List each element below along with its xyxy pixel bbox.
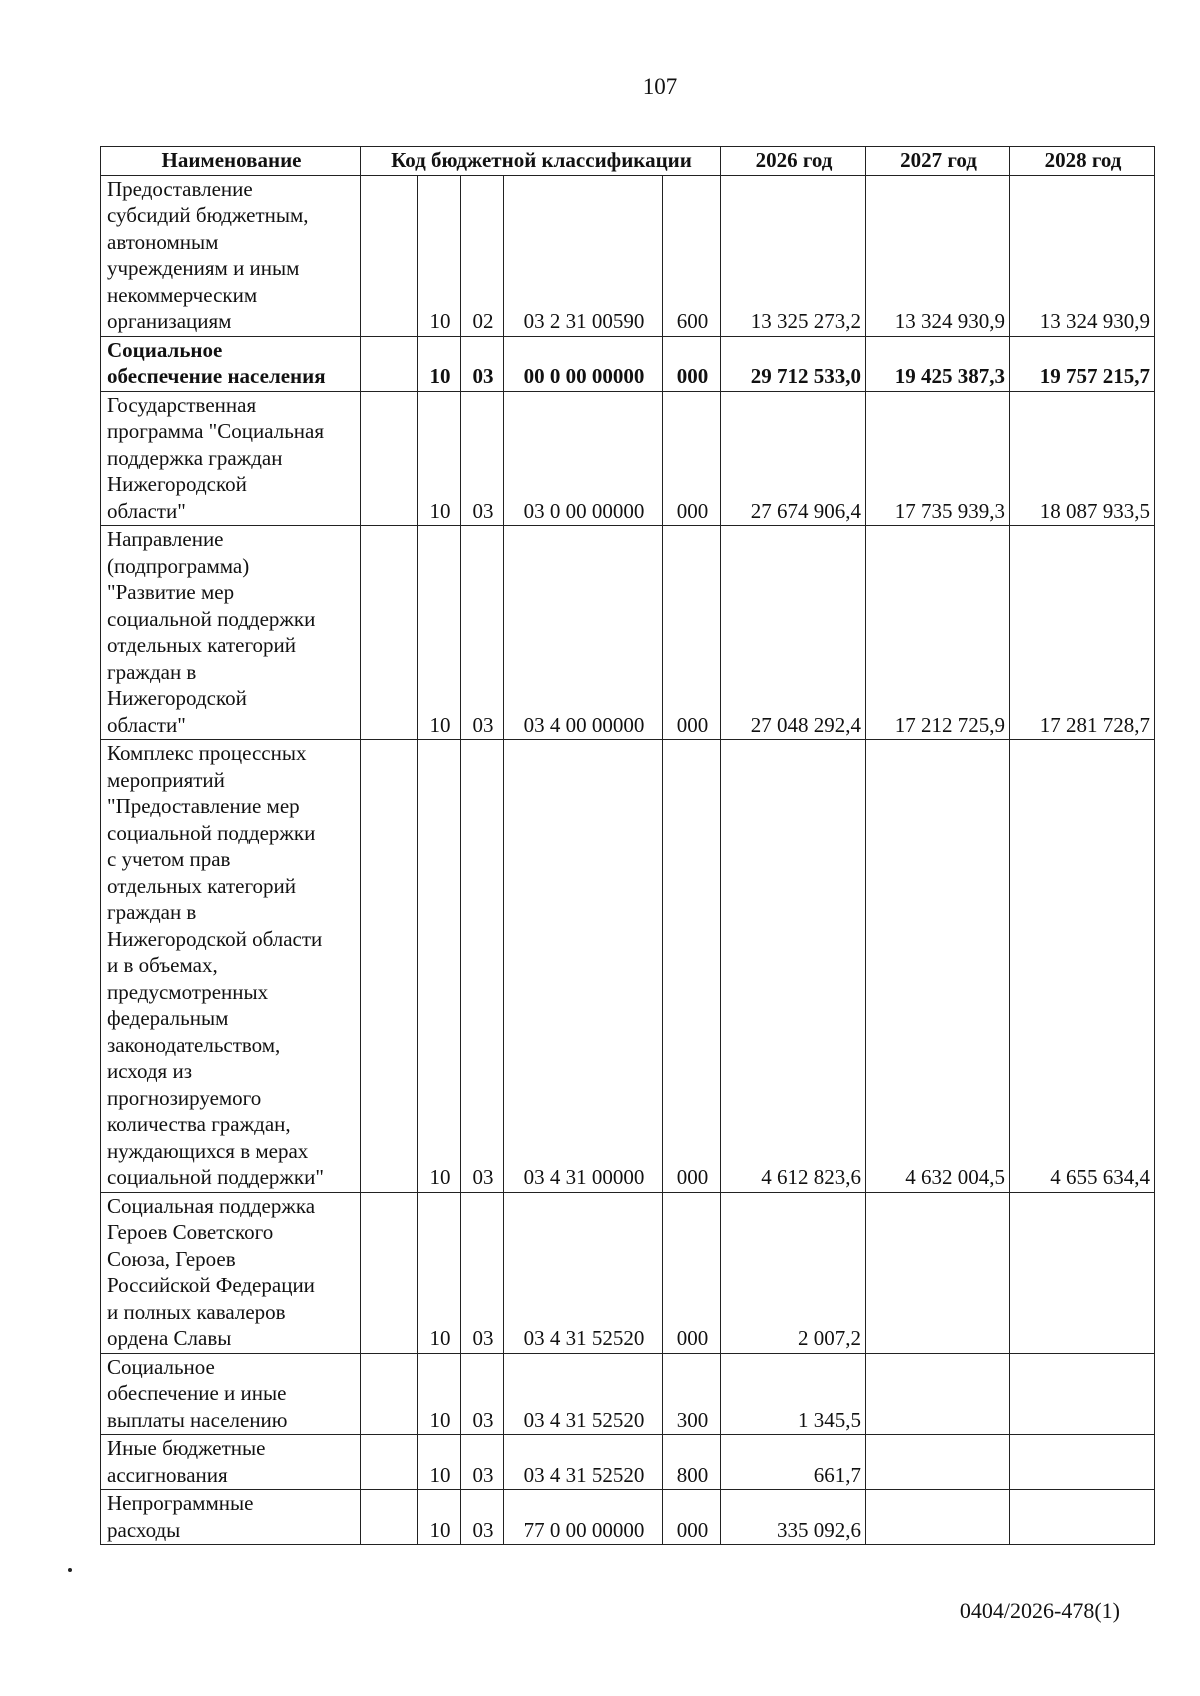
row-name: Социальная поддержка Героев Советского Союза, Героев Российской Федерации и полных кавалеров ордена Славы — [101, 1192, 361, 1353]
value-2028: 17 281 728,7 — [1010, 526, 1155, 740]
value-2028: 19 757 215,7 — [1010, 336, 1155, 391]
value-2028: 4 655 634,4 — [1010, 740, 1155, 1193]
code-target-article: 77 0 00 00000 — [504, 1490, 663, 1545]
value-2027 — [866, 1490, 1010, 1545]
code-part-1 — [361, 175, 418, 336]
code-subsection: 02 — [461, 175, 504, 336]
code-expense-type: 800 — [663, 1435, 721, 1490]
code-target-article: 00 0 00 00000 — [504, 336, 663, 391]
code-target-article: 03 4 31 00000 — [504, 740, 663, 1193]
code-section: 10 — [418, 336, 461, 391]
value-2028: 18 087 933,5 — [1010, 391, 1155, 526]
header-2027: 2027 год — [866, 147, 1010, 176]
row-name: Предоставление субсидий бюджетным, автономным учреждениям и иным некоммерческим организациям — [101, 175, 361, 336]
code-expense-type: 600 — [663, 175, 721, 336]
value-2026: 1 345,5 — [721, 1353, 866, 1435]
table-row — [101, 175, 1155, 336]
value-2027: 4 632 004,5 — [866, 740, 1010, 1193]
code-part-1 — [361, 1490, 418, 1545]
table-row — [101, 1192, 1155, 1353]
code-expense-type: 000 — [663, 1490, 721, 1545]
value-2028 — [1010, 1192, 1155, 1353]
code-expense-type: 000 — [663, 740, 721, 1193]
row-name: Комплекс процессных мероприятий "Предоставление мер социальной поддержки с учетом прав отдельных категорий граждан в Нижегородской области и в объемах, предусмотренных федеральным законодательством, исходя из прогнозируемого количества граждан, нуждающихся в мерах социальной поддержки" — [101, 740, 361, 1193]
code-part-1 — [361, 1353, 418, 1435]
value-2027 — [866, 1192, 1010, 1353]
value-2028: 13 324 930,9 — [1010, 175, 1155, 336]
value-2026: 27 048 292,4 — [721, 526, 866, 740]
table-row — [101, 336, 1155, 391]
header-2028: 2028 год — [1010, 147, 1155, 176]
code-subsection: 03 — [461, 1192, 504, 1353]
code-target-article: 03 4 31 52520 — [504, 1435, 663, 1490]
value-2027: 17 212 725,9 — [866, 526, 1010, 740]
code-section: 10 — [418, 526, 461, 740]
code-target-article: 03 4 31 52520 — [504, 1192, 663, 1353]
value-2028 — [1010, 1353, 1155, 1435]
value-2027: 13 324 930,9 — [866, 175, 1010, 336]
code-target-article: 03 2 31 00590 — [504, 175, 663, 336]
row-name: Иные бюджетные ассигнования — [101, 1435, 361, 1490]
row-name: Социальное обеспечение населения — [101, 336, 361, 391]
value-2026: 4 612 823,6 — [721, 740, 866, 1193]
code-subsection: 03 — [461, 1435, 504, 1490]
value-2026: 27 674 906,4 — [721, 391, 866, 526]
code-target-article: 03 4 00 00000 — [504, 526, 663, 740]
code-expense-type: 300 — [663, 1353, 721, 1435]
budget-table — [100, 146, 1155, 1545]
value-2027: 17 735 939,3 — [866, 391, 1010, 526]
code-expense-type: 000 — [663, 336, 721, 391]
value-2026: 29 712 533,0 — [721, 336, 866, 391]
code-part-1 — [361, 391, 418, 526]
value-2027 — [866, 1353, 1010, 1435]
value-2027 — [866, 1435, 1010, 1490]
code-section: 10 — [418, 1353, 461, 1435]
code-section: 10 — [418, 1192, 461, 1353]
code-part-1 — [361, 1435, 418, 1490]
code-subsection: 03 — [461, 1353, 504, 1435]
code-expense-type: 000 — [663, 1192, 721, 1353]
value-2026: 13 325 273,2 — [721, 175, 866, 336]
table-row — [101, 1435, 1155, 1490]
row-name: Направление (подпрограмма) "Развитие мер социальной поддержки отдельных категорий граждан в Нижегородской области" — [101, 526, 361, 740]
code-part-1 — [361, 740, 418, 1193]
code-expense-type: 000 — [663, 526, 721, 740]
value-2026: 661,7 — [721, 1435, 866, 1490]
row-name: Непрограммные расходы — [101, 1490, 361, 1545]
value-2027: 19 425 387,3 — [866, 336, 1010, 391]
value-2026: 2 007,2 — [721, 1192, 866, 1353]
code-section: 10 — [418, 1435, 461, 1490]
header-name: Наименование — [101, 147, 361, 176]
code-subsection: 03 — [461, 740, 504, 1193]
code-section: 10 — [418, 175, 461, 336]
code-subsection: 03 — [461, 336, 504, 391]
code-section: 10 — [418, 740, 461, 1193]
code-target-article: 03 4 31 52520 — [504, 1353, 663, 1435]
code-expense-type: 000 — [663, 391, 721, 526]
code-target-article: 03 0 00 00000 — [504, 391, 663, 526]
table-row — [101, 740, 1155, 1193]
header-code: Код бюджетной классификации — [361, 147, 721, 176]
row-name: Государственная программа "Социальная поддержка граждан Нижегородской области" — [101, 391, 361, 526]
table-row — [101, 526, 1155, 740]
page-number: 107 — [642, 74, 678, 99]
row-name: Социальное обеспечение и иные выплаты населению — [101, 1353, 361, 1435]
code-subsection: 03 — [461, 391, 504, 526]
document-code: 0404/2026-478(1) — [959, 1598, 1120, 1623]
table-row — [101, 1353, 1155, 1435]
code-subsection: 03 — [461, 526, 504, 740]
code-subsection: 03 — [461, 1490, 504, 1545]
value-2026: 335 092,6 — [721, 1490, 866, 1545]
code-part-1 — [361, 526, 418, 740]
code-part-1 — [361, 1192, 418, 1353]
code-section: 10 — [418, 1490, 461, 1545]
table-header-row — [101, 147, 1155, 176]
table-row — [101, 391, 1155, 526]
code-section: 10 — [418, 391, 461, 526]
header-2026: 2026 год — [721, 147, 866, 176]
value-2028 — [1010, 1435, 1155, 1490]
code-part-1 — [361, 336, 418, 391]
scan-dot-mark — [68, 1568, 72, 1572]
table-row — [101, 1490, 1155, 1545]
value-2028 — [1010, 1490, 1155, 1545]
